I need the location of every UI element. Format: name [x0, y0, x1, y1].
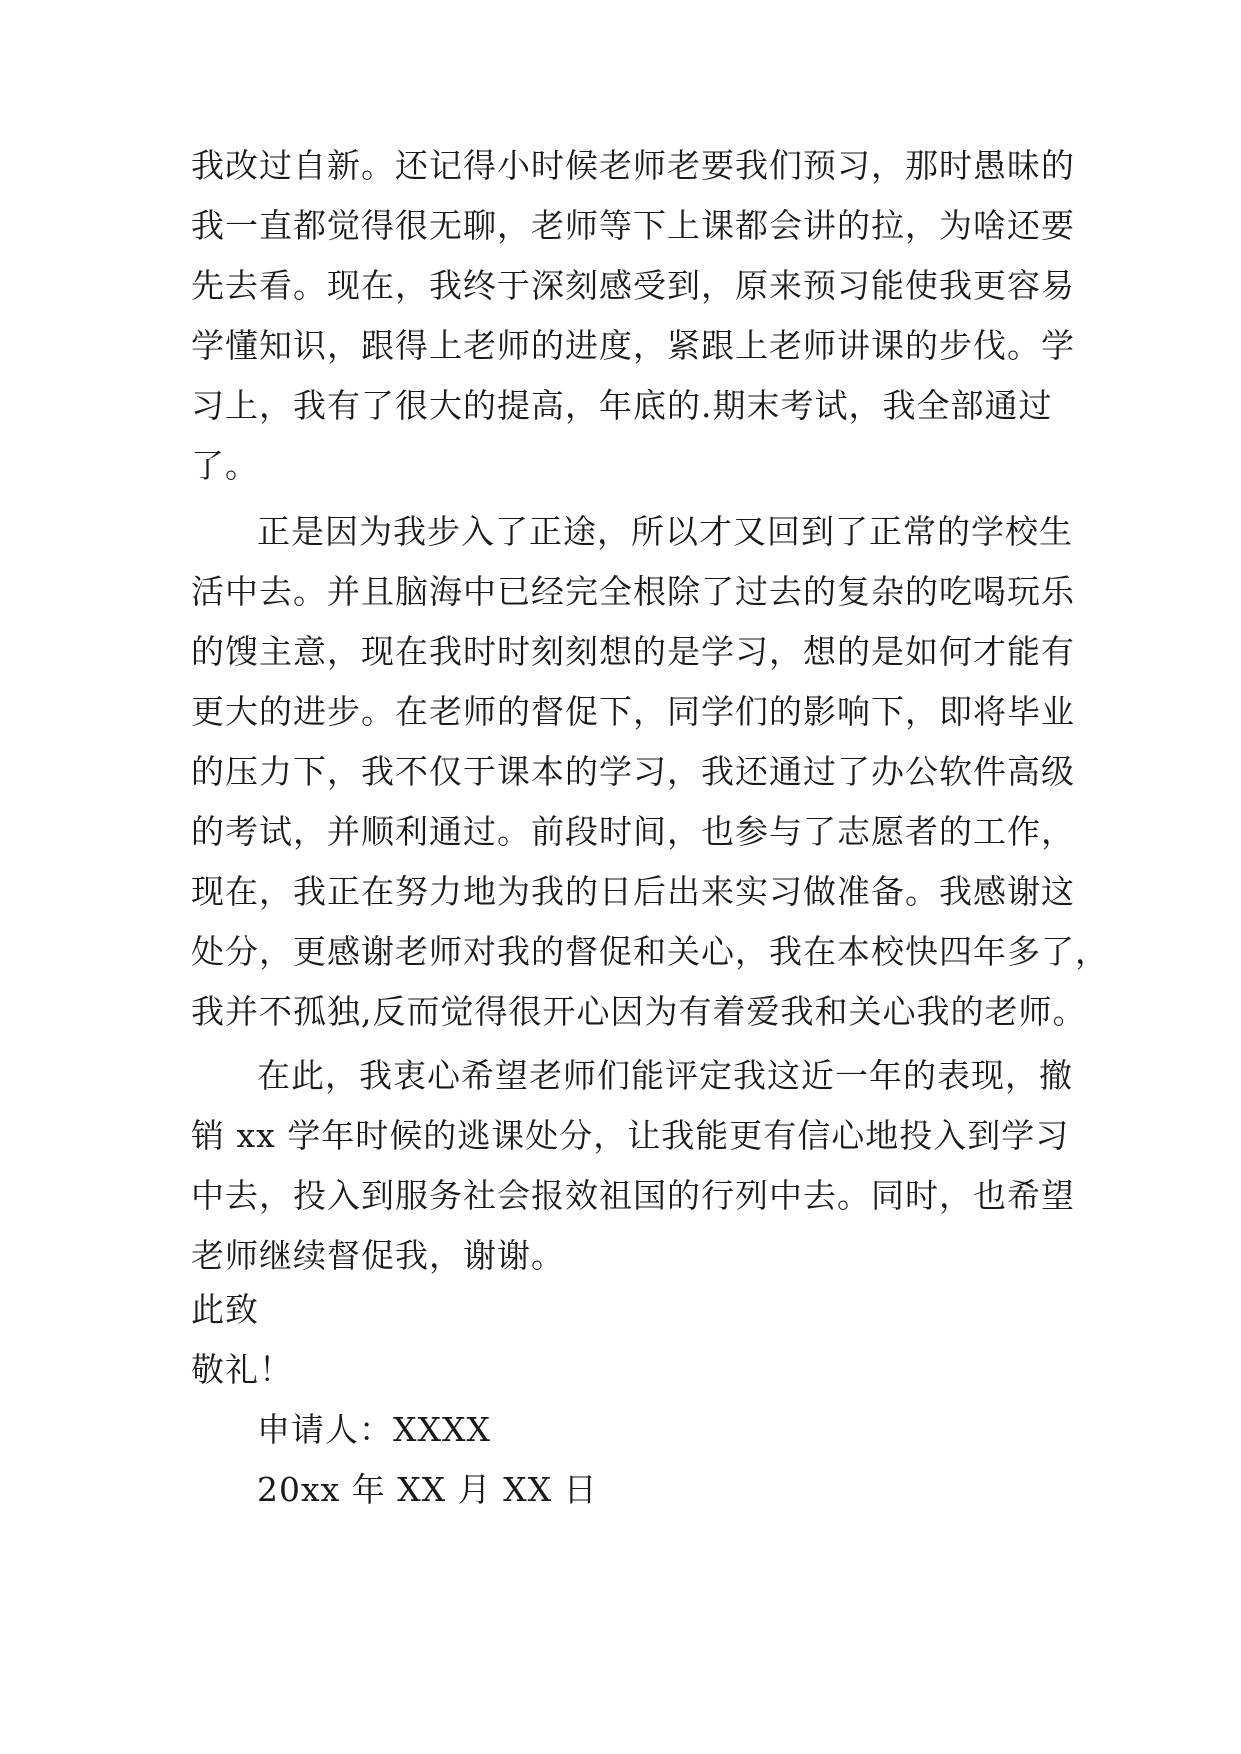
paragraph-line: 处分，更感谢老师对我的督促和关心，我在本校快四年多了， — [191, 932, 1109, 971]
paragraph-line: 更大的进步。在老师的督促下，同学们的影响下，即将毕业 — [191, 692, 1075, 731]
closing-salutation: 此致 — [191, 1290, 259, 1329]
paragraph-line: 的馊主意，现在我时时刻刻想的是学习，想的是如何才能有 — [191, 632, 1075, 671]
closing-regards: 敬礼！ — [191, 1350, 293, 1389]
paragraph-line: 的考试，并顺利通过。前段时间，也参与了志愿者的工作， — [191, 812, 1075, 851]
paragraph-line: 活中去。并且脑海中已经完全根除了过去的复杂的吃喝玩乐 — [191, 572, 1075, 611]
paragraph-line: 我改过自新。还记得小时候老师老要我们预习，那时愚昧的 — [191, 146, 1075, 185]
paragraph-line: 正是因为我步入了正途，所以才又回到了正常的学校生 — [257, 512, 1073, 551]
paragraph-line: 销 xx 学年时候的逃课处分，让我能更有信心地投入到学习 — [191, 1116, 1070, 1155]
paragraph-line: 老师继续督促我，谢谢。 — [191, 1236, 565, 1275]
letter-closing — [191, 1280, 1051, 1520]
paragraph-line: 我并不孤独,反而觉得很开心因为有着爱我和关心我的老师。 — [191, 992, 1087, 1031]
paragraph-2 — [191, 502, 1109, 1042]
paragraph-line: 了。 — [191, 446, 259, 485]
paragraph-line: 学懂知识，跟得上老师的进度，紧跟上老师讲课的步伐。学 — [191, 326, 1075, 365]
paragraph-line: 的压力下，我不仅于课本的学习，我还通过了办公软件高级 — [191, 752, 1075, 791]
paragraph-line: 中去，投入到服务社会报效祖国的行列中去。同时，也希望 — [191, 1176, 1075, 1215]
paragraph-line: 在此，我衷心希望老师们能评定我这近一年的表现，撤 — [257, 1056, 1073, 1095]
paragraph-line: 习上，我有了很大的提高，年底的.期末考试，我全部通过 — [191, 386, 1053, 425]
paragraph-line: 先去看。现在，我终于深刻感受到，原来预习能使我更容易 — [191, 266, 1075, 305]
paragraph-3 — [191, 1046, 1075, 1286]
letter-date: 20xx 年 XX 月 XX 日 — [257, 1470, 598, 1509]
paragraph-line: 现在，我正在努力地为我的日后出来实习做准备。我感谢这 — [191, 872, 1075, 911]
applicant-signature: 申请人：XXXX — [257, 1410, 491, 1449]
paragraph-line: 我一直都觉得很无聊，老师等下上课都会讲的拉，为啥还要 — [191, 206, 1075, 245]
paragraph-1 — [191, 136, 1075, 496]
